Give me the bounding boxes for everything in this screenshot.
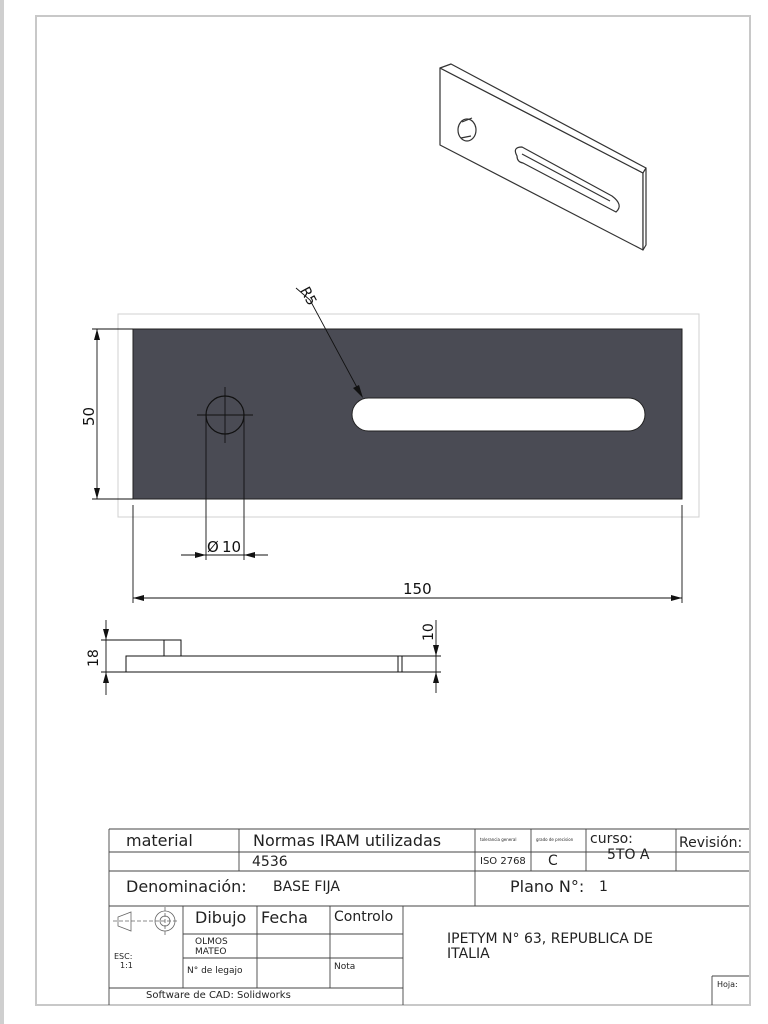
norm-value: 4536 [252,854,288,870]
software-label: Software de CAD: Solidworks [146,990,291,1001]
dim-radius: R5 [296,284,320,309]
checked-label: Controlo [334,909,394,925]
front-view [118,314,699,517]
sheet-edge [0,0,4,1024]
sheet-label: Hoja: [717,980,738,989]
file-number-label: N° de legajo [187,966,243,976]
tolerance-value: ISO 2768 [480,856,526,867]
course-label: curso: [590,831,633,847]
dim-total-thickness: 18 [86,649,102,667]
revision-label: Revisión: [679,835,743,851]
scale-value: 1:1 [120,961,133,970]
drawing-label: Dibujo [195,908,247,927]
norms-label: Normas IRAM utilizadas [253,831,442,850]
denomination-label: Denominación: [126,877,247,896]
dim-diameter-symbol: Ø [207,538,219,556]
school-line-1: IPETYM N° 63, REPUBLICA DE [447,931,653,947]
precision-value: C [548,853,558,869]
precision-label: grado de precision [536,837,574,842]
isometric-view [440,64,646,250]
date-label: Fecha [261,908,308,927]
slot [352,398,645,431]
author-first-name: OLMOS [195,937,228,947]
plan-value: 1 [599,879,608,895]
projection-symbol [113,907,179,935]
author-last-name: MATEO [195,947,227,957]
side-view [126,640,402,672]
course-value: 5TO A [607,847,650,863]
material-label: material [126,831,193,850]
dim-hole-diameter: 10 [222,538,242,556]
dim-plate-thickness: 10 [421,623,437,641]
dim-height: 50 [80,406,98,426]
dim-length: 150 [403,580,432,598]
denomination-value: BASE FIJA [273,879,341,895]
plan-label: Plano N°: [510,877,585,896]
scale-label: ESC: [114,952,133,961]
note-label: Nota [334,962,356,972]
school-line-2: ITALIA [447,946,490,962]
tolerance-label: tolerancia general [480,837,517,842]
